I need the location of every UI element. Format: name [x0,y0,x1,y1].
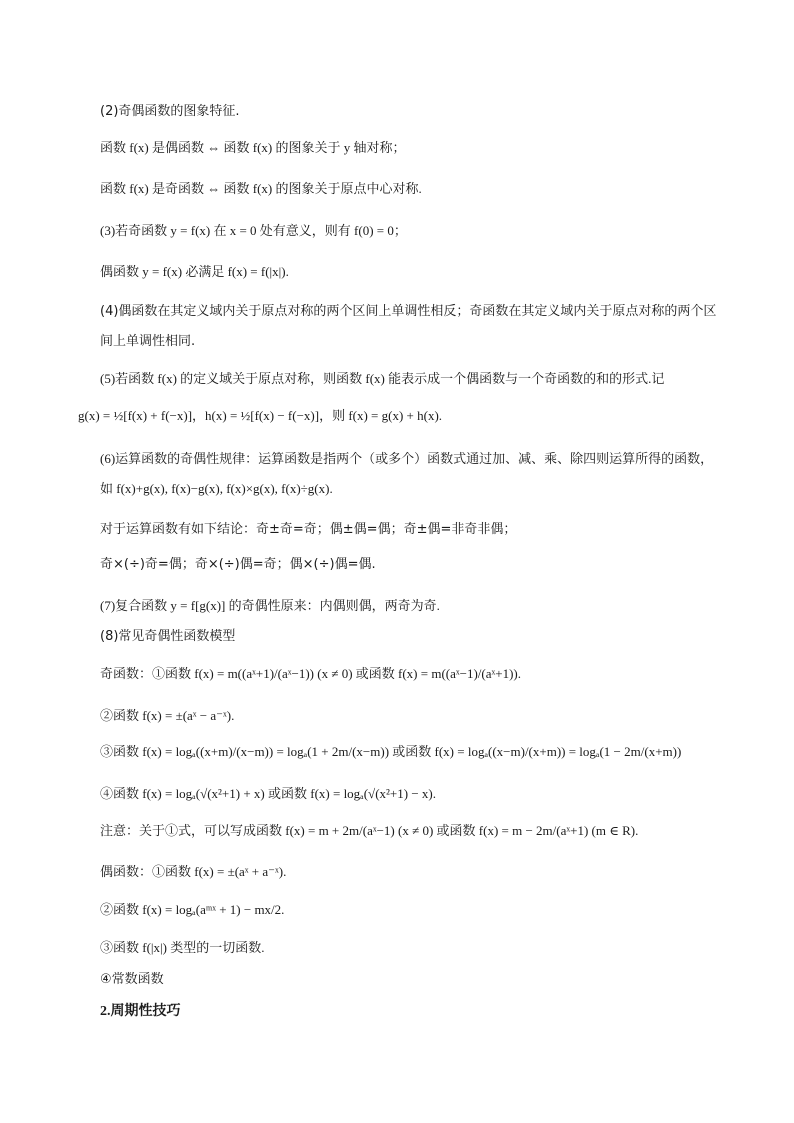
formula-line: ③函数 f(x) = logₐ((x+m)/(x−m)) = logₐ(1 + 2m/(x−m)) 或函数 f(x) = logₐ((x−m)/(x+m)) = logₐ(1 − 2m/(x+m)) [100,744,682,759]
text-line: 函数 f(x) 是奇函数 ⇔ 函数 f(x) 的图象关于原点中心对称. [100,181,422,196]
formula-line: g(x) = ½[f(x) + f(−x)]，h(x) = ½[f(x) − f(−x)]，则 f(x) = g(x) + h(x). [78,408,443,423]
formula-line: 奇函数：①函数 f(x) = m((aˣ+1)/(aˣ−1)) (x ≠ 0) 或函数 f(x) = m((aˣ−1)/(aˣ+1)). [100,666,522,681]
text-line: (8)常见奇偶性函数模型 [100,629,236,644]
formula-line: 偶函数：①函数 f(x) = ±(aˣ + a⁻ˣ). [100,864,287,879]
text-line: 函数 f(x) 是偶函数 ⇔ 函数 f(x) 的图象关于 y 轴对称； [100,140,406,155]
text-line: 对于运算函数有如下结论：奇±奇=奇；偶±偶=偶；奇±偶=非奇非偶； [100,522,517,537]
formula-line: ④函数 f(x) = logₐ(√(x²+1) + x) 或函数 f(x) = logₐ(√(x²+1) − x). [100,786,436,801]
text-line: 奇×(÷)奇=偶；奇×(÷)偶=奇；偶×(÷)偶=偶. [100,557,376,572]
formula-line: 注意：关于①式，可以写成函数 f(x) = m + 2m/(aˣ−1) (x ≠ 0) 或函数 f(x) = m − 2m/(aˣ+1) (m ∈ R). [100,823,639,838]
text-line: ④常数函数 [100,972,164,987]
text-line: (2)奇偶函数的图象特征. [100,104,240,119]
text-line: ③函数 f(|x|) 类型的一切函数. [100,940,265,955]
text-line: (7)复合函数 y = f[g(x)] 的奇偶性原来：内偶则偶，两奇为奇. [100,598,440,613]
text-paragraph: (4)偶函数在其定义域内关于原点对称的两个区间上单调性相反；奇函数在其定义域内关于原点对称的两个区间上单调性相同. [100,304,717,349]
text-line: (3)若奇函数 y = f(x) 在 x = 0 处有意义，则有 f(0) = 0； [100,223,407,238]
formula-line: ②函数 f(x) = logₐ(aᵐˣ + 1) − mx/2. [100,902,285,917]
text-paragraph: (6)运算函数的奇偶性规律：运算函数是指两个（或多个）函数式通过加、减、乘、除四则运算所得的函数，如 f(x)+g(x), f(x)−g(x), f(x)×g(x), f(x)÷g(x). [100,451,714,496]
text-line: (5)若函数 f(x) 的定义域关于原点对称，则函数 f(x) 能表示成一个偶函数与一个奇函数的和的形式.记 [100,371,665,386]
formula-line: ②函数 f(x) = ±(aˣ − a⁻ˣ). [100,708,235,723]
text-line: 偶函数 y = f(x) 必满足 f(x) = f(|x|). [100,264,289,279]
section-heading: 2.周期性技巧 [100,1004,181,1019]
